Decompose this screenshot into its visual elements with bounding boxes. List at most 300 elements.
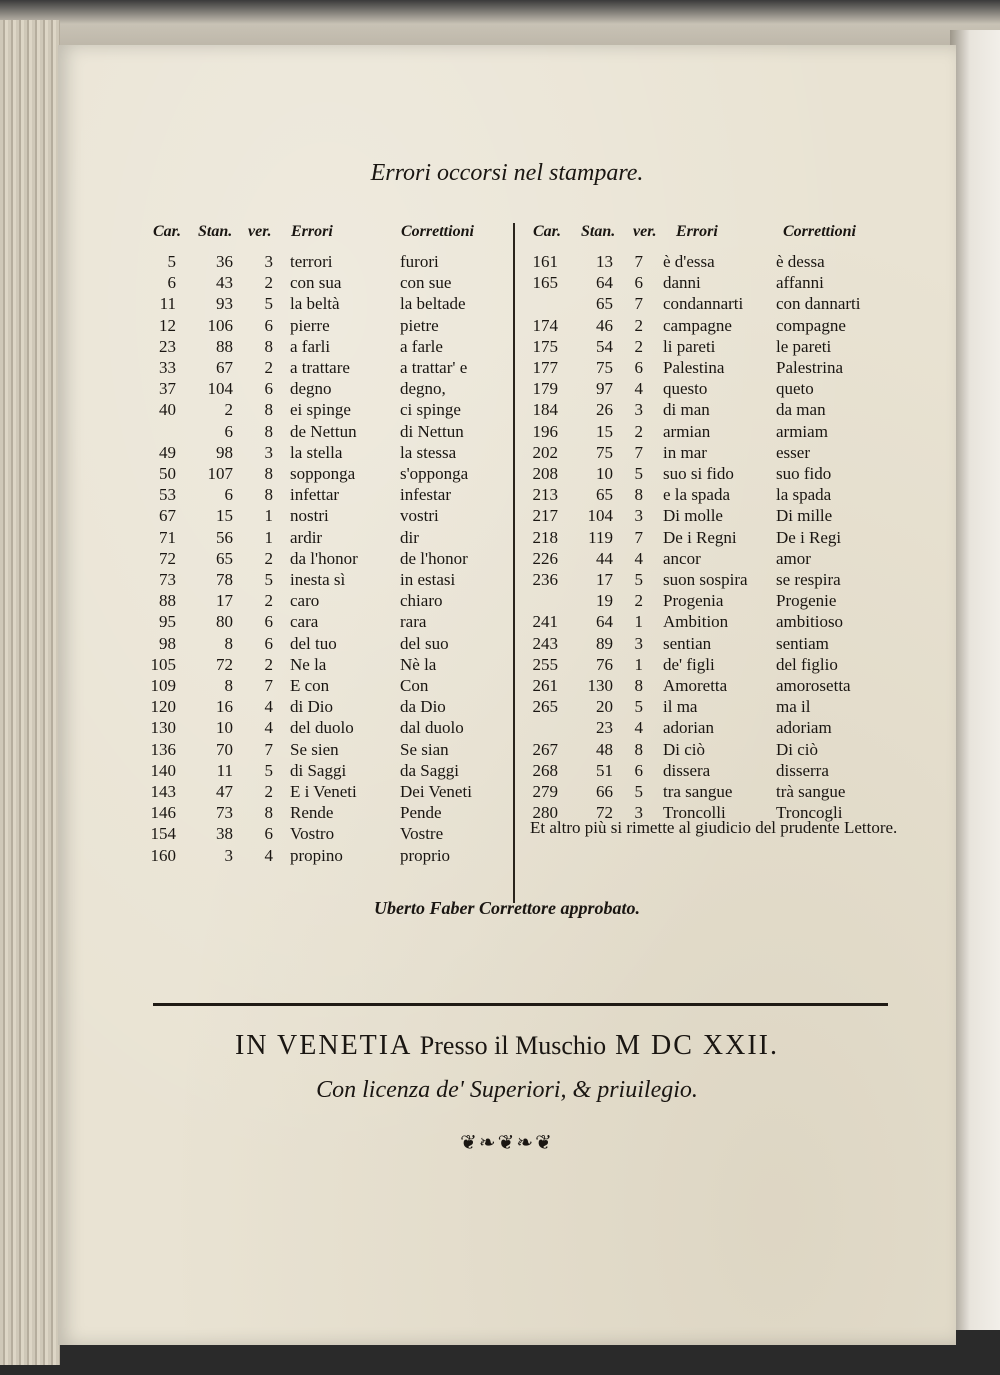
horizontal-rule [153,1003,888,1006]
left-errata-cell-stanza: 88 [216,336,233,356]
left-errata-cell-errore: nostri [290,506,329,526]
left-errata-cell-errore: a farli [290,336,331,356]
left-errata-cell-errore: da l'honor [290,548,358,568]
left-errata-cell-verso: 5 [264,570,273,589]
left-errata-cell-correttione: da Saggi [400,760,460,780]
left-errata-cell-verso: 6 [264,612,273,632]
header-stan-left: Stan. [198,223,233,240]
left-errata-cell-stanza: 65 [216,548,233,568]
right-errata-cell-errore: adorian [663,718,714,738]
left-errata-cell-errore: ei spinge [290,400,351,420]
left-errata-cell-carta: 73 [159,570,176,589]
left-errata-cell-correttione: in estasi [400,570,456,589]
left-errata-cell-verso: 5 [264,294,273,314]
left-errata-cell-carta: 105 [150,654,176,674]
left-errata-cell-errore: del duolo [290,718,354,738]
left-errata-cell-carta: 130 [150,718,176,738]
right-errata-cell-verso: 4 [634,379,643,399]
left-errata-cell-correttione: dir [400,527,419,547]
left-errata-cell-errore: di Saggi [290,760,347,780]
left-errata-cell-stanza: 6 [224,421,233,441]
right-errata-cell-errore: de' figli [663,654,715,674]
left-errata-cell-correttione: del suo [400,633,449,653]
right-errata-cell-verso: 2 [634,315,643,335]
right-errata-cell-carta: 243 [532,633,558,653]
left-errata-cell-carta: 98 [159,633,176,653]
right-errata-cell-stanza: 65 [596,294,613,314]
left-errata-cell-carta: 120 [150,697,176,717]
right-errata-cell-verso: 4 [634,718,643,738]
left-errata-cell-errore: cara [290,612,319,632]
right-errata-cell-verso: 1 [634,612,643,632]
left-errata-cell-stanza: 104 [207,379,233,399]
right-errata-cell-stanza: 97 [596,379,613,399]
left-errata-cell-errore: ardir [290,527,323,547]
license-line: Con licenza de' Superiori, & priuilegio. [316,1077,698,1103]
right-errata-cell-verso: 2 [634,591,643,611]
imprint-year: M DC XXII. [615,1030,780,1061]
right-errata-cell-stanza: 65 [596,485,613,505]
right-errata-cell-correttione: da man [776,400,826,420]
left-errata-cell-correttione: infestar [400,485,451,505]
left-errata-cell-stanza: 11 [216,760,233,780]
left-errata-cell-errore: Ne la [290,654,327,674]
right-errata-cell-errore: campagne [663,315,732,335]
left-errata-cell-correttione: pietre [400,315,439,335]
right-errata-cell-correttione: esser [776,442,810,462]
left-errata-cell-carta: 154 [150,824,176,844]
right-errata-cell-errore: tra sangue [663,782,733,801]
right-errata-cell-carta: 241 [532,612,558,632]
right-errata-cell-carta: 265 [532,697,558,717]
right-errata-cell-carta: 177 [532,358,558,377]
left-errata-cell-errore: propino [290,845,343,865]
right-errata-cell-correttione: Progenie [776,591,837,611]
right-errata-cell-verso: 3 [634,506,643,526]
right-errata-cell-correttione: Palestrina [776,358,844,377]
left-errata-cell-carta: 37 [159,379,176,399]
left-errata-cell-stanza: 98 [216,442,233,462]
right-errata-cell-correttione: adoriam [776,718,832,738]
right-errata-cell-stanza: 64 [596,273,613,293]
left-errata-cell-verso: 6 [264,633,273,653]
right-errata-cell-stanza: 23 [596,718,613,738]
left-errata-cell-errore: de Nettun [290,421,357,441]
left-errata-cell-correttione: a trattar' e [400,358,468,377]
left-errata-cell-stanza: 67 [216,358,233,377]
book-page-edges [0,20,60,1365]
left-errata-cell-stanza: 43 [216,273,233,293]
left-errata-cell-verso: 3 [264,442,273,462]
right-errata-cell-carta: 255 [532,654,558,674]
right-errata-cell-correttione: disserra [776,760,829,780]
right-errata-cell-errore: il ma [663,697,698,717]
right-errata-cell-carta: 226 [532,548,558,568]
left-errata-cell-verso: 8 [264,336,273,356]
right-errata-cell-stanza: 75 [596,358,613,377]
left-errata-cell-stanza: 47 [216,782,233,801]
right-errata-cell-carta: 236 [532,570,558,589]
right-errata-cell-carta: 218 [532,527,558,547]
right-errata-cell-verso: 8 [634,739,643,759]
right-errata-cell-correttione: armiam [776,421,828,441]
left-errata-cell-correttione: rara [400,612,427,632]
right-errata-cell-stanza: 75 [596,442,613,462]
header-car-left: Car. [153,223,182,240]
right-errata-cell-verso: 1 [634,654,643,674]
right-errata-cell-stanza: 119 [588,527,613,547]
right-errata-cell-errore: è d'essa [663,252,715,271]
left-errata-cell-stanza: 2 [224,400,233,420]
ornament-icon: ❦❧❦❧❦ [460,1132,554,1154]
left-errata-cell-stanza: 8 [224,676,233,695]
left-errata-cell-carta: 88 [159,591,176,611]
right-errata-cell-correttione: con dannarti [776,294,861,314]
left-errata-cell-stanza: 107 [207,464,233,483]
right-errata-cell-errore: Palestina [663,358,725,377]
header-errori-right: Errori [676,223,718,240]
left-errata-cell-correttione: Nè la [400,654,437,674]
left-errata-cell-carta: 53 [159,485,176,505]
left-errata-cell-verso: 4 [264,697,273,717]
right-errata-cell-verso: 7 [634,527,643,547]
left-errata-cell-correttione: a farle [400,336,443,356]
right-errata-cell-correttione: ma il [776,697,811,717]
left-errata-cell-correttione: furori [400,252,439,271]
left-errata-cell-errore: terrori [290,252,333,271]
left-errata-cell-correttione: Con [400,676,429,695]
left-errata-cell-stanza: 8 [224,633,233,653]
left-errata-cell-carta: 12 [159,315,176,335]
right-errata-cell-carta: 161 [532,252,558,271]
right-errata-cell-correttione: ambitioso [776,612,844,632]
right-errata-cell-verso: 8 [634,676,643,695]
right-errata-cell-errore: danni [663,273,701,293]
left-errata-cell-errore: con sua [290,273,342,293]
right-errata-cell-verso: 6 [634,760,643,780]
left-errata-cell-errore: la stella [290,442,343,462]
left-errata-cell-carta: 109 [150,676,176,695]
left-errata-cell-errore: pierre [290,315,330,335]
left-errata-cell-stanza: 106 [207,315,233,335]
book-page [58,45,956,1345]
right-errata-cell-carta: 208 [532,464,558,483]
right-errata-cell-verso: 5 [634,697,643,717]
right-errata-cell-verso: 3 [634,400,643,420]
imprint-city: IN VENETIA [234,1030,411,1061]
right-errata-cell-stanza: 66 [596,782,613,801]
right-errata-cell-stanza: 64 [596,612,613,632]
right-errata-cell-carta: 184 [532,400,558,420]
left-errata-cell-verso: 8 [264,803,273,823]
right-errata-cell-stanza: 17 [596,570,613,589]
right-errata-cell-correttione: queto [776,379,814,399]
right-errata-cell-correttione: sentiam [776,633,829,653]
left-errata-cell-carta: 95 [159,612,176,632]
left-errata-cell-correttione: la beltade [400,294,466,314]
left-errata-cell-verso: 2 [264,591,273,611]
corrector-signature: Uberto Faber Correttore approbato. [373,898,640,918]
header-correttioni-left: Correttioni [401,223,474,240]
right-errata-cell-stanza: 20 [596,697,613,717]
right-errata-cell-verso: 5 [634,570,643,589]
right-errata-cell-verso: 4 [634,548,643,568]
left-errata-cell-stanza: 72 [216,654,233,674]
right-errata-cell-correttione: trà sangue [776,782,846,801]
left-errata-cell-correttione: Dei Veneti [400,782,472,801]
left-errata-cell-verso: 2 [264,782,273,801]
right-errata-cell-errore: armian [663,421,711,441]
right-errata-cell-errore: suon sospira [663,570,748,589]
left-errata-cell-carta: 72 [159,548,176,568]
right-errata-cell-stanza: 54 [596,336,613,356]
right-errata-cell-correttione: suo fido [776,464,832,483]
right-errata-cell-errore: di man [663,400,710,420]
right-errata-cell-correttione: amor [776,548,811,568]
imprint-printer: Presso il Muschio [419,1031,607,1060]
right-errata-cell-errore: li pareti [663,336,716,356]
left-errata-cell-carta: 67 [159,506,176,526]
right-errata-cell-stanza: 51 [596,760,613,780]
right-errata-cell-verso: 2 [634,336,643,356]
left-errata-cell-verso: 5 [264,760,273,780]
right-errata-cell-errore: ancor [663,548,701,568]
left-errata-cell-stanza: 38 [216,824,233,844]
left-errata-cell-verso: 6 [264,379,273,399]
left-errata-cell-stanza: 6 [224,485,233,505]
left-errata-cell-stanza: 17 [216,591,233,611]
right-errata-cell-carta: 165 [532,273,558,293]
right-errata-cell-stanza: 13 [596,252,613,271]
right-errata-cell-verso: 2 [634,421,643,441]
left-errata-cell-verso: 7 [264,676,273,695]
left-errata-cell-errore: di Dio [290,697,333,717]
right-errata-cell-verso: 3 [634,633,643,653]
header-errori-left: Errori [291,223,333,240]
left-errata-cell-carta: 50 [159,464,176,483]
left-errata-cell-correttione: da Dio [400,697,446,717]
left-errata-cell-correttione: Pende [400,803,442,823]
right-errata-cell-carta: 268 [532,760,558,780]
left-errata-cell-carta: 140 [150,760,176,780]
left-errata-cell-correttione: Se sian [400,739,449,759]
left-errata-cell-errore: degno [290,379,332,399]
right-errata-cell-carta: 279 [532,782,558,801]
right-errata-cell-correttione: compagne [776,315,846,335]
header-ver-right: ver. [633,223,657,240]
right-errata-cell-verso: 7 [634,252,643,271]
right-errata-cell-stanza: 104 [587,506,613,526]
right-errata-cell-carta: 213 [532,485,558,505]
right-errata-cell-carta: 174 [532,315,558,335]
right-errata-cell-correttione: è dessa [776,252,825,271]
right-errata-cell-correttione: amorosetta [776,676,851,695]
right-errata-cell-stanza: 89 [596,633,613,653]
right-errata-cell-errore: De i Regni [663,527,737,547]
right-errata-cell-errore: Troncolli [663,803,726,823]
right-errata-cell-carta: 261 [532,676,558,695]
right-errata-cell-stanza: 44 [596,548,613,568]
left-errata-cell-verso: 4 [264,718,273,738]
right-errata-cell-errore: Di ciò [663,739,706,759]
left-errata-cell-carta: 146 [150,803,176,823]
right-errata-cell-stanza: 19 [596,591,613,611]
left-errata-cell-correttione: vostri [400,506,439,526]
left-errata-cell-verso: 1 [264,527,273,547]
left-errata-cell-carta: 49 [159,442,176,462]
right-errata-cell-stanza: 130 [587,676,613,695]
left-errata-cell-errore: E i Veneti [290,782,357,801]
left-errata-cell-verso: 8 [264,485,273,505]
left-errata-cell-errore: Se sien [290,739,339,759]
left-errata-cell-stanza: 16 [216,697,233,717]
right-errata-cell-stanza: 15 [596,421,613,441]
right-errata-cell-stanza: 10 [596,464,613,483]
left-errata-cell-verso: 6 [264,315,273,335]
left-errata-cell-carta: 23 [159,336,176,356]
left-errata-cell-carta: 143 [150,782,176,801]
right-errata-cell-stanza: 46 [596,315,613,335]
left-errata-cell-verso: 8 [264,421,273,441]
left-errata-cell-correttione: s'opponga [400,464,469,483]
left-errata-cell-errore: Rende [290,803,334,823]
right-errata-cell-correttione: affanni [776,273,824,293]
right-errata-cell-errore: in mar [663,442,707,462]
left-errata-cell-errore: infettar [290,485,340,505]
left-errata-cell-stanza: 78 [216,570,233,589]
right-errata-cell-correttione: del figlio [776,654,838,674]
column-divider [513,223,515,903]
header-ver-left: ver. [248,223,272,240]
right-errata-cell-stanza: 72 [596,803,613,823]
header-correttioni-right: Correttioni [783,223,856,240]
right-errata-cell-errore: Progenia [663,591,724,611]
right-errata-cell-correttione: la spada [776,485,832,505]
right-errata-cell-carta: 202 [532,442,558,462]
right-errata-cell-errore: suo si fido [663,464,734,483]
left-errata-cell-carta: 33 [159,358,176,377]
left-errata-cell-errore: del tuo [290,633,337,653]
header-car-right: Car. [533,223,562,240]
right-errata-cell-errore: condannarti [663,294,744,314]
left-errata-cell-verso: 2 [264,358,273,377]
left-errata-cell-verso: 2 [264,654,273,674]
left-errata-cell-carta: 136 [150,739,176,759]
right-errata-cell-carta: 280 [532,803,558,823]
right-errata-cell-stanza: 26 [596,400,613,420]
left-errata-cell-verso: 6 [264,824,273,844]
right-errata-cell-stanza: 48 [596,739,613,759]
right-errata-cell-errore: dissera [663,760,711,780]
left-errata-cell-stanza: 15 [216,506,233,526]
left-errata-cell-carta: 160 [150,845,176,865]
right-errata-cell-carta: 196 [532,421,558,441]
left-errata-cell-errore: a trattare [290,358,350,377]
left-errata-cell-verso: 8 [264,400,273,420]
right-errata-cell-verso: 7 [634,442,643,462]
left-errata-cell-carta: 11 [159,294,176,314]
left-errata-cell-stanza: 93 [216,294,233,314]
left-errata-cell-errore: E con [290,676,330,695]
right-errata-cell-carta: 267 [532,739,558,759]
left-errata-cell-carta: 6 [167,273,176,293]
left-errata-cell-stanza: 80 [216,612,233,632]
left-errata-cell-errore: la beltà [290,294,340,314]
left-errata-cell-verso: 4 [264,845,273,865]
right-errata-cell-verso: 5 [634,782,643,801]
left-errata-cell-stanza: 36 [216,252,233,271]
right-errata-cell-correttione: Di ciò [776,739,819,759]
right-errata-cell-errore: questo [663,379,708,399]
left-errata-cell-stanza: 70 [216,739,233,759]
right-errata-cell-errore: Ambition [663,612,729,632]
left-errata-cell-carta: 71 [159,527,176,547]
right-errata-cell-carta: 217 [532,506,558,526]
right-errata-cell-verso: 7 [634,294,643,314]
left-errata-cell-verso: 3 [264,252,273,271]
left-errata-cell-stanza: 56 [216,527,233,547]
left-errata-cell-errore: Vostro [290,824,335,844]
right-errata-cell-verso: 8 [634,485,643,505]
left-errata-cell-stanza: 3 [224,845,233,865]
left-errata-cell-correttione: ci spinge [400,400,461,420]
left-errata-cell-errore: caro [290,591,320,611]
right-errata-cell-stanza: 76 [596,654,613,674]
left-errata-cell-carta: 5 [167,252,176,271]
closing-note: Et altro più si rimette al giudicio del prudente Lettore. [530,818,898,837]
header-stan-right: Stan. [581,223,616,240]
left-errata-cell-verso: 7 [264,739,273,759]
left-errata-cell-correttione: de l'honor [400,548,468,568]
left-errata-cell-stanza: 10 [216,718,233,738]
left-errata-cell-correttione: la stessa [400,442,457,462]
right-errata-cell-correttione: le pareti [776,336,832,356]
left-errata-cell-correttione: con sue [400,273,452,293]
right-errata-cell-verso: 3 [634,803,643,823]
right-errata-cell-errore: Di molle [663,506,723,526]
left-errata-cell-verso: 8 [264,464,273,483]
right-errata-cell-errore: e la spada [663,485,731,505]
right-errata-cell-errore: Amoretta [663,676,728,695]
left-errata-cell-errore: sopponga [290,464,356,483]
page-title: Errori occorsi nel stampare. [370,160,644,186]
right-errata-cell-correttione: se respira [776,570,841,589]
left-errata-cell-correttione: di Nettun [400,421,464,441]
imprint [58,1030,956,1062]
left-errata-cell-verso: 2 [264,548,273,568]
right-errata-cell-correttione: De i Regi [776,527,842,547]
right-errata-cell-verso: 6 [634,358,643,377]
left-errata-cell-correttione: proprio [400,845,451,865]
right-errata-cell-carta: 179 [532,379,558,399]
left-errata-cell-errore: inesta sì [290,570,346,589]
left-errata-cell-correttione: degno, [400,379,446,399]
left-errata-cell-verso: 2 [264,273,273,293]
right-errata-cell-verso: 6 [634,273,643,293]
left-errata-cell-correttione: chiaro [400,591,443,611]
right-errata-cell-verso: 5 [634,464,643,483]
left-errata-cell-correttione: dal duolo [400,718,464,738]
left-errata-cell-verso: 1 [264,506,273,526]
facing-page-edge [950,30,1000,1330]
right-errata-cell-carta: 175 [532,336,558,356]
right-errata-cell-correttione: Troncogli [776,803,843,823]
left-errata-cell-correttione: Vostre [400,824,444,844]
left-errata-cell-carta: 40 [159,400,176,420]
right-errata-cell-correttione: Di mille [776,506,833,526]
left-errata-cell-stanza: 73 [216,803,233,823]
right-errata-cell-errore: sentian [663,633,712,653]
